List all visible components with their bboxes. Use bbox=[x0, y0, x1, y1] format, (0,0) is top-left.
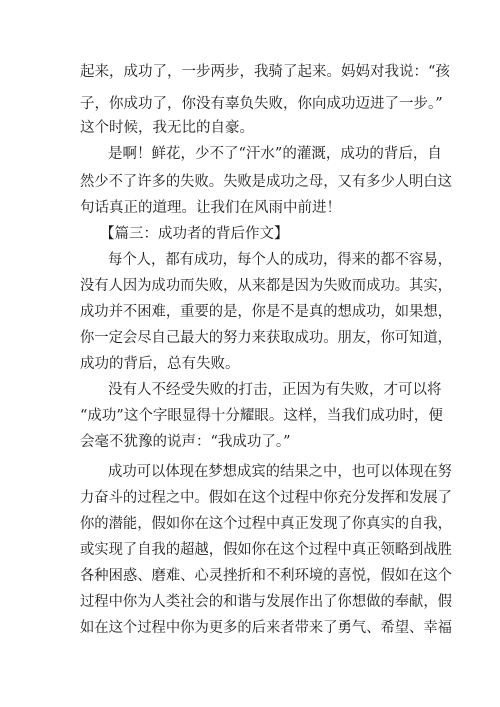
text-line: “成功”这个字眼显得十分耀眼。这样，当我们成功时，便 bbox=[80, 408, 443, 424]
text-line: 或实现了自我的超越，假如你在这个过程中真正领略到战胜 bbox=[80, 542, 452, 558]
paragraph-first-line: 每个人，都有成功，每个人的成功，得来的都不容易， bbox=[108, 252, 452, 268]
text-line: 句话真正的道理。让我们在风雨中前进！ bbox=[80, 200, 341, 216]
text-line: 过程中你为人类社会的和谐与发展作出了你想做的奉献，假 bbox=[80, 594, 452, 610]
text-line: 你的潜能，假如你在这个过程中真正发现了你真实的自我， bbox=[80, 516, 452, 532]
text-line: 没有人因为成功而失败，从来都是因为失败而成功。其实， bbox=[80, 278, 452, 294]
text-line: 你一定会尽自己最大的努力来获取成功。朋友，你可知道， bbox=[80, 330, 452, 346]
text-line: 这个时候，我无比的自豪。 bbox=[80, 120, 254, 136]
paragraph-first-line: 是啊！鲜花，少不了“汗水”的灌溉，成功的背后，自 bbox=[108, 146, 442, 162]
text-line: 如在这个过程中你为更多的后来者带来了勇气、希望、幸福 bbox=[80, 620, 452, 636]
paragraph-first-line: 成功可以体现在梦想成宾的结果之中，也可以体现在努 bbox=[108, 464, 452, 480]
section-heading: 【篇三：成功者的背后作文】 bbox=[100, 226, 289, 242]
text-line: 然少不了许多的失败。失败是成功之母，又有多少人明白这 bbox=[80, 174, 452, 190]
text-line: 起来，成功了，一步两步，我骑了起来。妈妈对我说：“孩 bbox=[80, 64, 450, 80]
paragraph-first-line: 没有人不经受失败的打击，正因为有失败，才可以将 bbox=[108, 382, 442, 398]
text-line: 各种困惑、磨难、心灵挫折和不利环境的喜悦，假如在这个 bbox=[80, 568, 452, 584]
text-line: 成功的背后，总有失败。 bbox=[80, 356, 240, 372]
text-line: 成功并不困难，重要的是，你是不是真的想成功，如果想， bbox=[80, 304, 452, 320]
text-line: 子，你成功了，你没有辜负失败，你向成功迈进了一步。” bbox=[80, 96, 443, 112]
text-line: 会毫不犹豫的说声：“我成功了。” bbox=[80, 434, 291, 450]
text-line: 力奋斗的过程之中。假如在这个过程中你充分发挥和发展了 bbox=[80, 490, 452, 506]
